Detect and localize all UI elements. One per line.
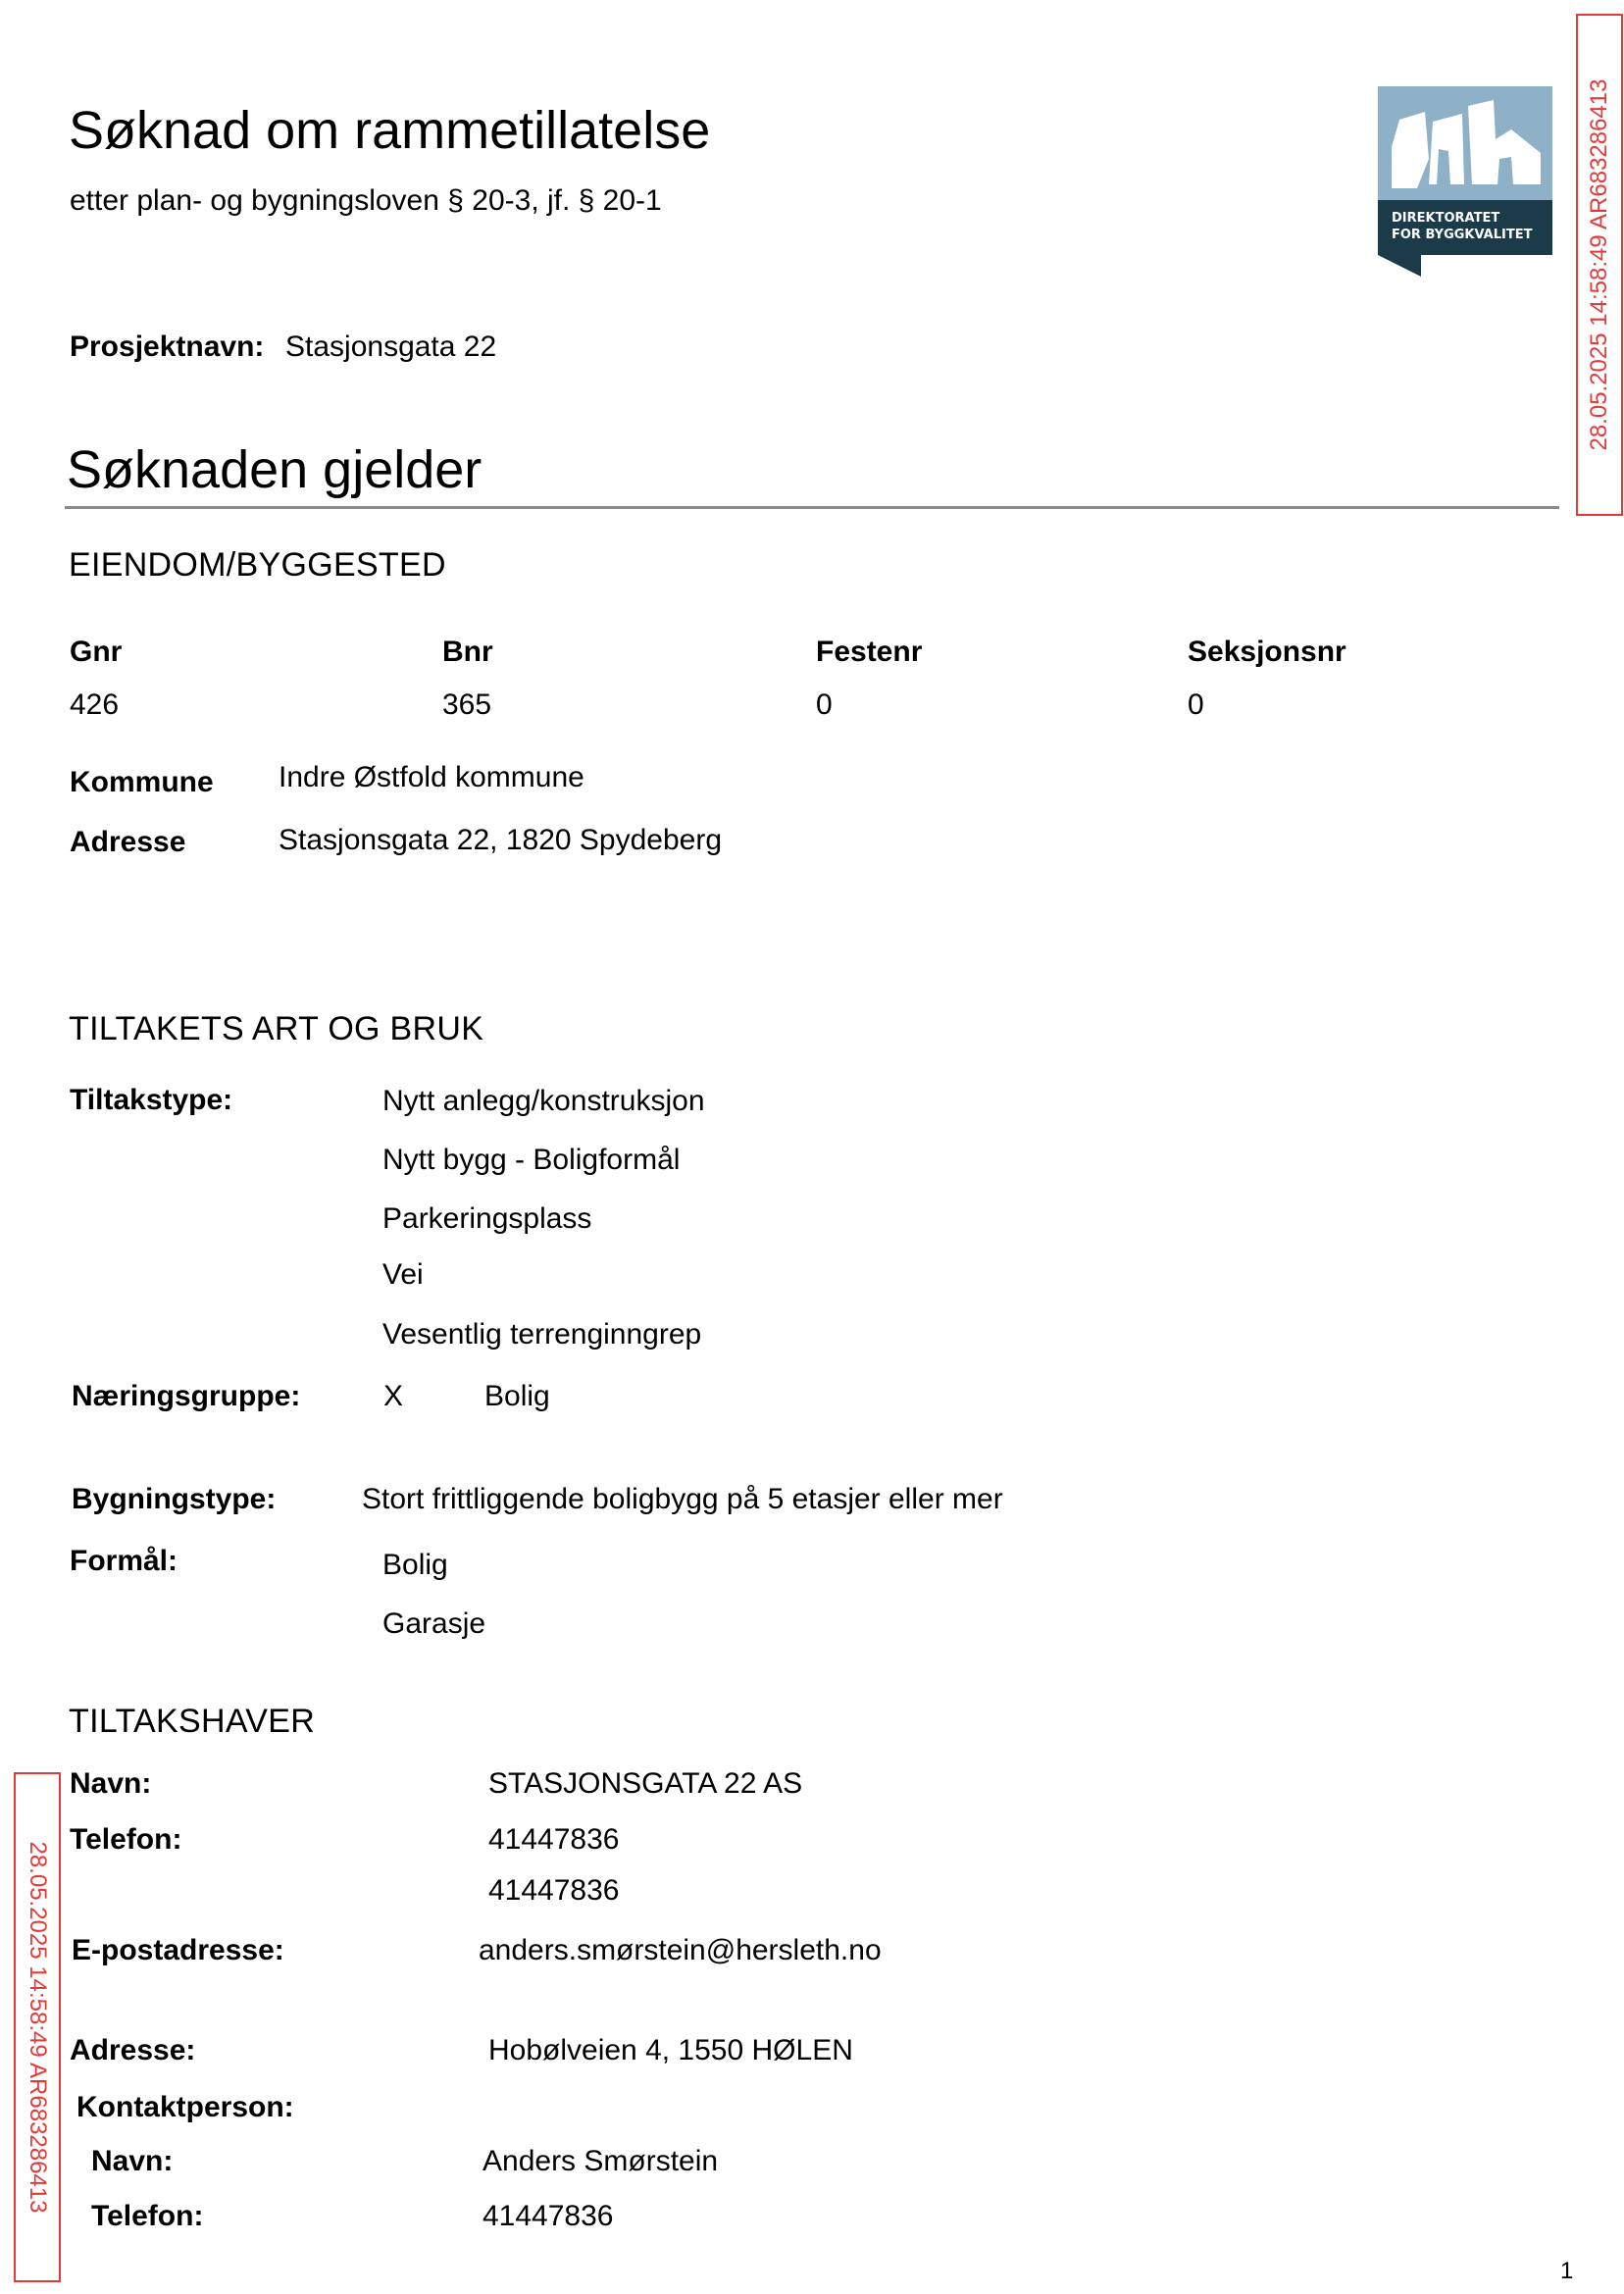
kontaktperson-label: Kontaktperson:: [76, 2091, 294, 2123]
telefon-value: 41447836: [488, 1823, 620, 1856]
building-silhouette-icon: [1378, 86, 1552, 200]
naeringsgruppe-code: X: [383, 1380, 404, 1412]
bygningstype-label: Bygningstype:: [72, 1483, 277, 1515]
tiltak-heading: TILTAKETS ART OG BRUK: [69, 1010, 484, 1047]
tiltakstype-item: Vesentlig terrenginngrep: [382, 1318, 702, 1351]
telefon-label: Telefon:: [70, 1823, 182, 1856]
epost-label: E-postadresse:: [72, 1934, 284, 1966]
logo-flag-icon: [1378, 255, 1421, 277]
adresse-value: Hobølveien 4, 1550 HØLEN: [488, 2034, 853, 2066]
tiltakstype-label: Tiltakstype:: [70, 1084, 233, 1116]
naeringsgruppe-label: Næringsgruppe:: [72, 1380, 301, 1412]
section-title: Søknaden gjelder: [67, 440, 482, 499]
seksjonsnr-value: 0: [1188, 688, 1204, 721]
logo-text-line1: DIREKTORATET: [1392, 211, 1500, 226]
tiltakstype-item: Vei: [382, 1258, 424, 1291]
dibk-logo: [1378, 86, 1552, 277]
epost-value: anders.smørstein@hersleth.no: [479, 1934, 882, 1966]
navn-label: Navn:: [70, 1767, 152, 1800]
seksjonsnr-label: Seksjonsnr: [1188, 636, 1346, 668]
kommune-value: Indre Østfold kommune: [279, 761, 584, 793]
page-number: 1: [1560, 2258, 1574, 2284]
page-subtitle: etter plan- og bygningsloven § 20-3, jf. § 20-1: [70, 184, 662, 217]
telefon-value: 41447836: [488, 1874, 620, 1907]
festenr-label: Festenr: [816, 636, 923, 668]
received-stamp-top: [1576, 14, 1623, 516]
navn-value: STASJONSGATA 22 AS: [488, 1767, 803, 1800]
formal-label: Formål:: [70, 1545, 178, 1577]
received-stamp-left: [14, 1772, 61, 2282]
festenr-value: 0: [816, 688, 833, 721]
tiltakstype-item: Parkeringsplass: [382, 1202, 592, 1235]
kontakt-navn-label: Navn:: [91, 2145, 174, 2177]
project-value: Stasjonsgata 22: [285, 331, 497, 363]
kontakt-navn-value: Anders Smørstein: [482, 2145, 719, 2177]
gnr-value: 426: [70, 688, 120, 721]
bnr-label: Bnr: [442, 636, 493, 668]
eiendom-heading: EIENDOM/BYGGESTED: [69, 546, 446, 584]
kontakt-telefon-label: Telefon:: [91, 2200, 204, 2232]
stamp-text: 28.05.2025 14:58:49 AR683286413: [1586, 78, 1612, 451]
formal-item: Bolig: [382, 1549, 448, 1581]
stamp-text: 28.05.2025 14:58:49 AR683286413: [25, 1841, 51, 2214]
formal-item: Garasje: [382, 1607, 486, 1640]
naeringsgruppe-value: Bolig: [484, 1380, 550, 1412]
bnr-value: 365: [442, 688, 492, 721]
tiltakstype-item: Nytt anlegg/konstruksjon: [382, 1085, 705, 1117]
adresse-label: Adresse: [70, 826, 186, 858]
adresse-value: Stasjonsgata 22, 1820 Spydeberg: [279, 824, 723, 856]
page-title: Søknad om rammetillatelse: [69, 101, 711, 160]
section-divider: [65, 506, 1559, 509]
kommune-label: Kommune: [70, 766, 214, 798]
logo-text-line2: FOR BYGGKVALITET: [1392, 228, 1533, 242]
gnr-label: Gnr: [70, 636, 123, 668]
adresse-label: Adresse:: [70, 2034, 196, 2066]
tiltakshaver-heading: TILTAKSHAVER: [69, 1703, 316, 1740]
project-label: Prosjektnavn:: [70, 331, 265, 363]
tiltakstype-item: Nytt bygg - Boligformål: [382, 1144, 681, 1176]
bygningstype-value: Stort frittliggende boligbygg på 5 etasjer eller mer: [362, 1483, 1003, 1515]
kontakt-telefon-value: 41447836: [482, 2200, 614, 2232]
